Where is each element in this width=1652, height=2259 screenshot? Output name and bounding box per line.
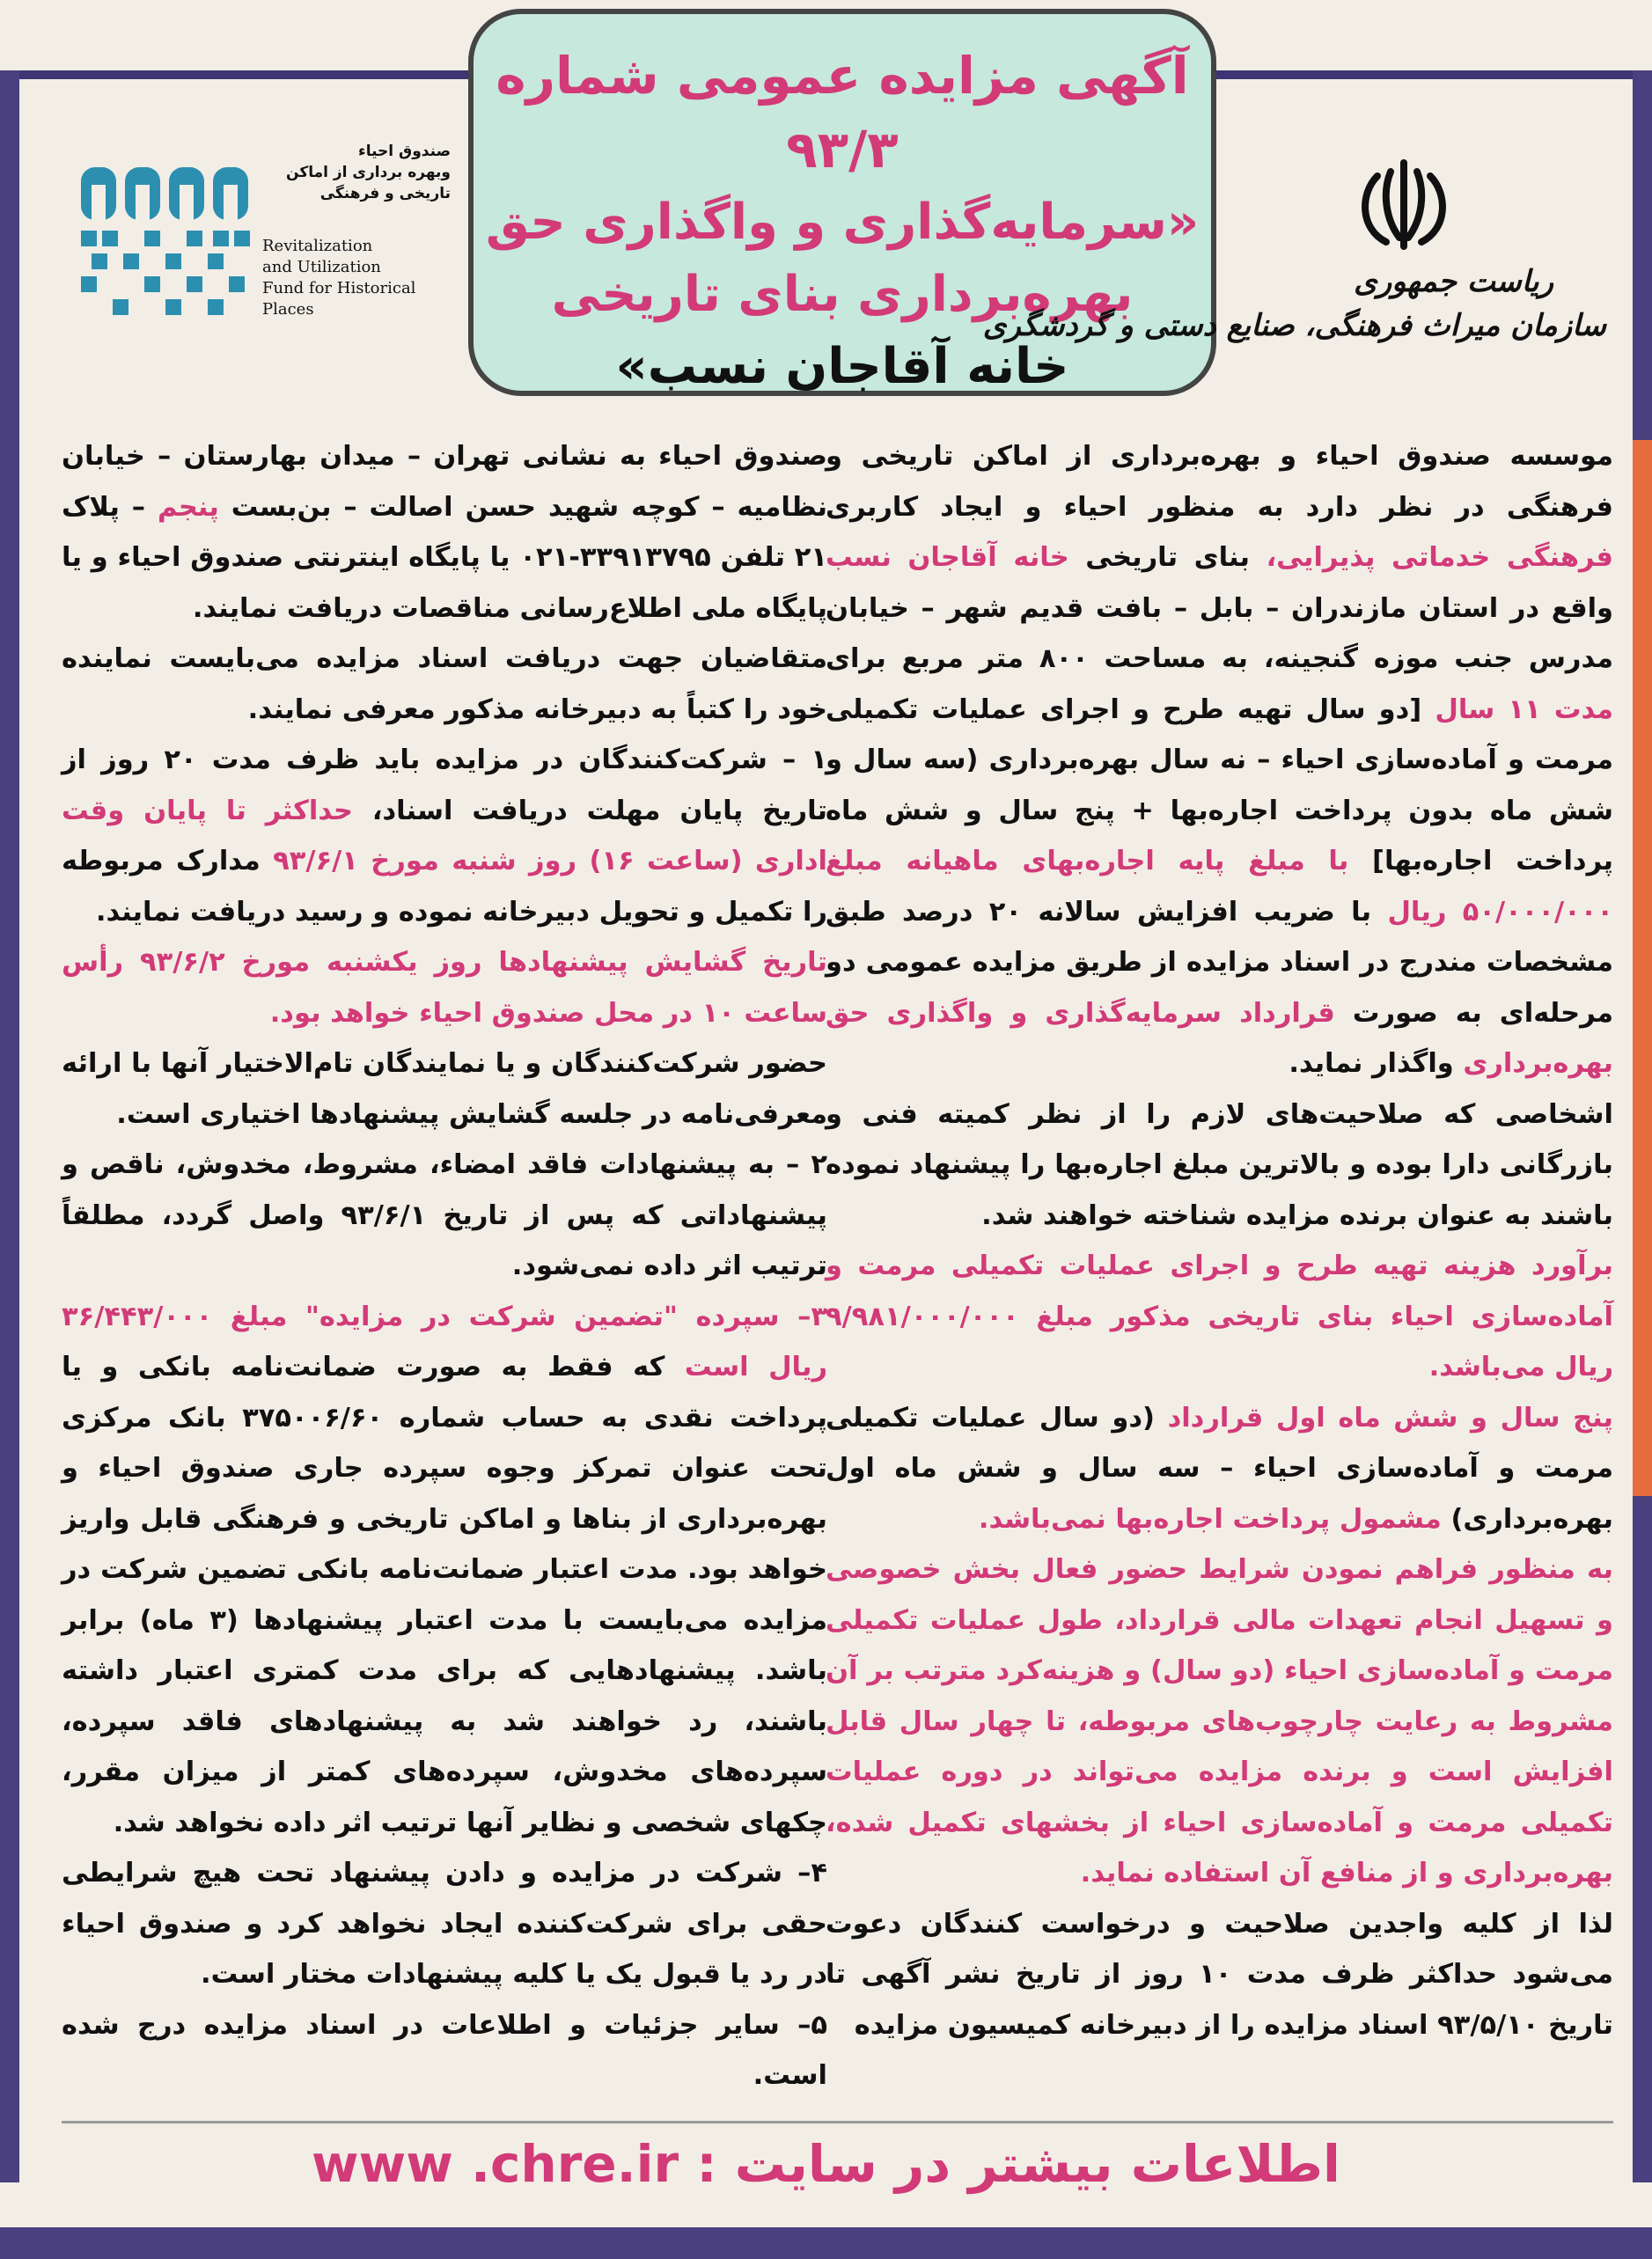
website-link[interactable]: www .chre.ir bbox=[312, 2134, 679, 2194]
highlight-text: ۳– سپرده "تضمین شرکت در مزایده" مبلغ ۳۶/۴۴۳/۰۰۰ ریال است bbox=[62, 1301, 827, 1383]
orange-accent-bar bbox=[1633, 440, 1652, 1496]
fund-logo-en-line2: and Utilization bbox=[262, 258, 381, 276]
fund-logo-en-line3: Fund for Historical Places bbox=[262, 279, 416, 319]
highlight-text: حداکثر تا پایان وقت اداری (ساعت ۱۶) روز شنبه مورخ ۹۳/۶/۱ bbox=[62, 795, 827, 876]
right-paragraph-2: اشخاصی که صلاحیت‌های لازم را از نظر کمیته فنی و بازرگانی دارا بوده و بالاترین مبلغ اجاره‌بها را پیشنهاد نموده باشند به عنوان برنده مزایده شناخته خواهند شد. bbox=[826, 1098, 1613, 1231]
title-line1: آگهی مزایده عمومی شماره ۹۳/۳ bbox=[496, 46, 1189, 180]
fund-logo-fa-line2: وبهره برداری از اماکن bbox=[286, 164, 451, 181]
right-paragraph-3 bbox=[826, 1241, 1613, 1393]
text-run: بنای تاریخی bbox=[1068, 542, 1267, 573]
highlight-text: ریال می‌باشد. bbox=[1428, 1352, 1613, 1383]
left-paragraph-2: متقاضیان جهت دریافت اسناد مزایده می‌بایست نماینده خود را کتباً به دبیرخانه مذکور معرفی نمایند. bbox=[62, 643, 827, 725]
title-line2: «سرمایه‌گذاری و واگذاری حق bbox=[485, 194, 1200, 251]
left-paragraph-8: ۴– شرکت در مزایده و دادن پیشنهاد تحت هیچ شرایطی حقی برای شرکت‌کننده ایجاد نخواهد کرد و صندوق احیاء در رد یا قبول یک یا کلیه پیشنهادات مختار است. bbox=[62, 1858, 827, 1990]
highlight-text: مدت ۱۱ سال bbox=[1435, 693, 1614, 725]
footer-label: اطلاعات بیشتر در سایت : bbox=[696, 2134, 1340, 2194]
left-paragraph-3 bbox=[62, 735, 827, 937]
highlight-text: با مبلغ پایه اجاره‌بهای ماهیانه مبلغ ۵۰/۰۰۰/۰۰۰ ریال bbox=[826, 846, 1613, 928]
title-line3: بهره‌برداری بنای تاریخی bbox=[551, 266, 1134, 323]
highlight-text: فرهنگی خدماتی پذیرایی، bbox=[1266, 542, 1613, 573]
presidency-label: ریاست جمهوری bbox=[1354, 264, 1553, 299]
fund-logo-persian-text bbox=[266, 141, 451, 204]
fund-logo-fa-line3: تاریخی و فرهنگی bbox=[319, 185, 451, 202]
highlight-text: خانه آقاجان نسب bbox=[826, 542, 1069, 573]
left-paragraph-5: حضور شرکت‌کنندگان و یا نمایندگان تام‌الاختیار آنها با ارائه معرفی‌نامه در جلسه گشایش پیشنهادها اختیاری است. bbox=[62, 1048, 827, 1130]
title-line4: خانه آقاجان نسب» bbox=[615, 338, 1069, 395]
fund-logo-en-line1: Revitalization bbox=[262, 237, 373, 255]
highlight-text: قرارداد سرمایه‌گذاری و واگذاری حق بهره‌برداری bbox=[826, 997, 1613, 1079]
right-paragraph-6: لذا از کلیه واجدین صلاحیت و درخواست کنندگان دعوت می‌شود حداکثر ظرف مدت ۱۰ روز از تاریخ نشر آگهی تا تاریخ ۹۳/۵/۱۰ اسناد مزایده را از دبیرخانه کمیسیون مزایده bbox=[826, 1908, 1614, 2041]
text-run: واقع در استان مازندران – بابل – بافت قدیم شهر – خیابان مدرس جنب موزه گنجینه، به مساحت ۸۰۰ متر مربع برای bbox=[826, 592, 1613, 674]
highlight-text: پنج سال و شش ماه اول قرارداد bbox=[1167, 1402, 1613, 1434]
text-run: صندوق احیاء به نشانی تهران – میدان بهارستان – خیابان نظامیه – کوچه شهید حسن اصالت – بن‌بست bbox=[62, 441, 828, 523]
text-run: مدارک مربوطه را تکمیل و تحویل دبیرخانه نموده و رسید دریافت نمایند. bbox=[62, 846, 827, 928]
text-run: که فقط به صورت ضمانت‌نامه بانکی و یا پرداخت نقدی به حساب شماره ۳۷۵۰۰۶/۶۰ بانک مرکزی تحت عنوان تمرکز وجوه سپرده جاری صندوق احیاء و بهره‌برداری از بناها و اماکن تاریخی و فرهنگی قابل واریز خواهد بود. مدت اعتبار ضمانت‌نامه بانکی تضمین شرکت در مزایده می‌بایست با مدت اعتبار پیشنهادها (۳ ماه) برابر باشد. پیشنهادهایی که برای مدت کمتری اعتبار داشته باشند، رد خواهند شد به پیشنهادهای فاقد سپرده، سپرده‌های مخدوش، سپرده‌های کمتر از میزان مقرر، چکهای شخصی و نظایر آنها ترتیب اثر داده نخواهد شد. bbox=[62, 1352, 827, 1838]
fund-logo-fa-line1: صندوق احیاء bbox=[358, 143, 451, 160]
left-paragraph-1 bbox=[62, 431, 827, 634]
left-column bbox=[62, 431, 827, 2101]
right-paragraph-1 bbox=[826, 431, 1613, 1089]
right-paragraph-4 bbox=[826, 1393, 1613, 1545]
footer-divider bbox=[62, 2121, 1613, 2123]
fund-logo bbox=[55, 141, 459, 361]
highlight-text: برآورد هزینه تهیه طرح و اجرای عملیات تکمیلی مرمت و آماده‌سازی احیاء بنای تاریخی مذکور مبلغ ۹/۹۸۱/۰۰۰/۰۰۰ bbox=[826, 1251, 1613, 1332]
text-run: موسسه صندوق احیاء و بهره‌برداری از اماکن تاریخی و فرهنگی در نظر دارد به منظور احیاء و ایجاد کاربری bbox=[826, 441, 1613, 523]
fund-logo-english-text bbox=[262, 236, 459, 320]
text-run: [دو سال تهیه طرح و اجرای عملیات تکمیلی مرمت و آماده‌سازی احیاء – نه سال بهره‌برداری (سه سال و شش ماه بدون پرداخت اجاره‌بها + پنج سال و شش ماه پرداخت اجاره‌بها] bbox=[826, 693, 1613, 876]
highlight-text: پنجم bbox=[157, 491, 219, 523]
left-paragraph-4: تاریخ گشایش پیشنهادها روز یکشنبه مورخ ۹۳/۶/۲ رأس ساعت ۱۰ در محل صندوق احیاء خواهد بود. bbox=[62, 947, 828, 1029]
right-column bbox=[826, 431, 1613, 2050]
text-run: (دو سال عملیات تکمیلی مرمت و آماده‌سازی احیاء – سه سال و شش ماه اول بهره‌برداری) bbox=[826, 1402, 1613, 1535]
left-border-bar bbox=[0, 70, 19, 2182]
highlight-text: مشمول پرداخت اجاره‌بها نمی‌باشد. bbox=[978, 1503, 1442, 1535]
left-paragraph-9: ۵– سایر جزئیات و اطلاعات در اسناد مزایده درج شده است. bbox=[62, 2009, 827, 2091]
text-run: واگذار نماید. bbox=[1289, 1048, 1464, 1079]
left-paragraph-7 bbox=[62, 1292, 827, 1849]
right-paragraph-5: به منظور فراهم نمودن شرایط حضور فعال بخش خصوصی و تسهیل انجام تعهدات مالی قرارداد، طول عملیات تکمیلی مرمت و آماده‌سازی احیاء (دو سال) و هزینه‌کرد مترتب بر آن مشروط به رعایت چارچوب‌های مربوطه، تا چهار سال قابل افزایش است و برنده مزایده می‌تواند در دوره عملیات تکمیلی مرمت و آماده‌سازی احیاء از بخشهای تکمیل شده، بهره‌برداری و از منافع آن استفاده نماید. bbox=[826, 1554, 1613, 1889]
left-paragraph-6: ۲ – به پیشنهادات فاقد امضاء، مشروط، مخدوش، ناقص و پیشنهاداتی که پس از تاریخ ۹۳/۶/۱ واصل گردد، مطلقاً ترتیب اثر داده نمی‌شود. bbox=[62, 1149, 827, 1281]
text-run: ۱ – شرکت‌کنندگان در مزایده باید ظرف مدت ۲۰ روز از تاریخ پایان مهلت دریافت اسناد، bbox=[62, 744, 827, 826]
iran-emblem-icon bbox=[1351, 158, 1457, 255]
organization-name: سازمان میراث فرهنگی، صنایع دستی و گردشگری bbox=[982, 308, 1606, 343]
text-run: – پلاک ۲۱ تلفن ۳۳۹۱۳۷۹۵-۰۲۱ یا پایگاه اینترنتی صندوق احیاء و یا پایگاه ملی اطلاع‌رسانی مناقصات دریافت نمایند. bbox=[62, 491, 827, 624]
right-border-bar bbox=[1633, 70, 1652, 2182]
organization-logo bbox=[982, 158, 1606, 387]
footer bbox=[53, 2134, 1599, 2213]
text-run: با ضریب افزایش سالانه ۲۰ درصد طبق مشخصات مندرج در اسناد مزایده از طریق مزایده عمومی دو مرحله‌ای به صورت bbox=[826, 896, 1613, 1029]
header bbox=[19, 0, 1633, 422]
fund-logo-icon bbox=[72, 150, 257, 334]
bottom-border-bar bbox=[0, 2227, 1652, 2259]
